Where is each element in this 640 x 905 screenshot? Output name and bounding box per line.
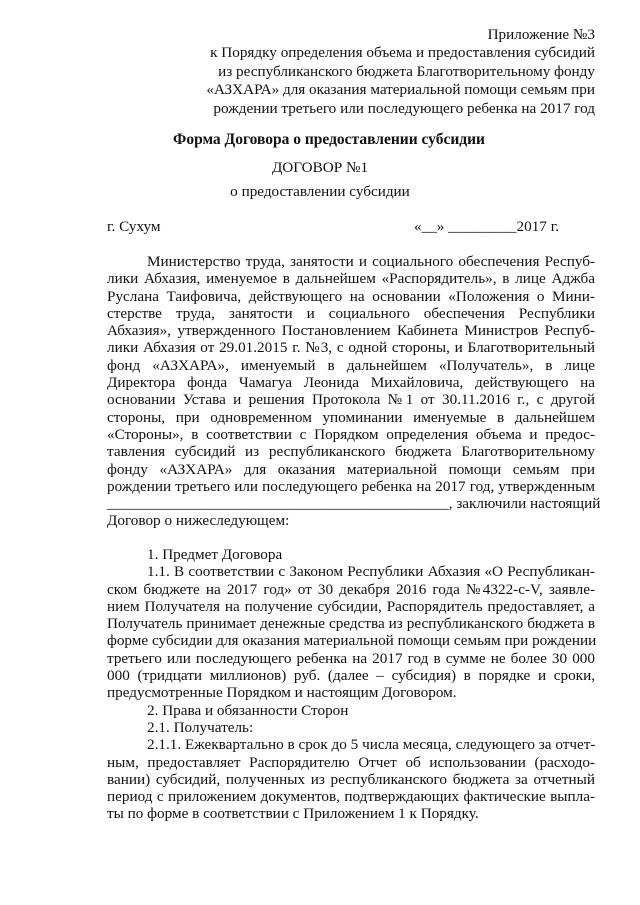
paragraph-line: третьего или последующего ребенка на 2017 год в сумме не более 30 000 xyxy=(107,649,595,667)
paragraph-line: Получатель принимает денежные средства из республиканского бюджета в xyxy=(107,615,595,633)
paragraph-line: вании) субсидий, полученных из республиканского бюджета за отчетный xyxy=(107,770,595,788)
paragraph-line: форме субсидии для оказания материальной помощи семьям при рождении xyxy=(107,632,597,650)
paragraph-line: тавления субсидий из республиканского бюджета Благотворительному xyxy=(107,443,595,461)
paragraph-line: предусмотренные Порядком и настоящим Договором. xyxy=(107,684,457,702)
section-heading: 2. Права и обязанности Сторон xyxy=(147,701,349,719)
paragraph-line: рождении третьего или последующего ребенка на 2017 год, утвержденным xyxy=(107,477,595,495)
paragraph-line: период с приложением документов, подтверждающих фактические выпла- xyxy=(107,788,595,806)
paragraph-line: Директора фонда Чамагуа Леонида Михайловича, действующего на xyxy=(107,374,595,392)
paragraph-line: 1.1. В соответствии с Законом Республики Абхазия «О Республикан- xyxy=(147,563,595,581)
appendix-line: из республиканского бюджета Благотворительному фонду xyxy=(218,62,595,80)
contract-number: ДОГОВОР №1 xyxy=(271,159,369,176)
appendix-header xyxy=(206,26,595,118)
contract-date: «__» _________2017 г. xyxy=(414,218,559,235)
appendix-line: к Порядку определения объема и предоставления субсидий xyxy=(210,44,595,62)
appendix-line: рождении третьего или последующего ребенка на 2017 год xyxy=(213,99,595,117)
paragraph-line: 000 (тридцати миллионов) руб. (далее – субсидия) в порядке и сроки, xyxy=(107,667,595,685)
paragraph-line: основании Устава и решения Протокола №1 от 30.11.2016 г., с другой xyxy=(107,391,595,409)
contract-subtitle: о предоставлении субсидии xyxy=(230,183,410,200)
paragraph-line: Абхазия», утвержденного Постановлением Кабинета Министров Респуб- xyxy=(107,322,595,340)
section-heading: 1. Предмет Договора xyxy=(147,546,283,563)
paragraph-line: Договор о нижеследующем: xyxy=(107,512,290,530)
paragraph-line: стороны, при одновременном упоминании именуемые в дальнейшем xyxy=(107,408,595,426)
appendix-number: Приложение №3 xyxy=(487,26,595,43)
city: г. Сухум xyxy=(107,218,161,235)
section-heading: 2.1. Получатель: xyxy=(147,718,254,736)
paragraph-line: стерстве труда, занятости и социального обеспечения Республики xyxy=(107,304,595,322)
paragraph-line: _____________________________________________, заключили настоящий xyxy=(107,495,601,513)
paragraph-line: фонду «АЗХАРА» для оказания материальной помощи семьям при xyxy=(107,460,595,478)
paragraph-line: ным, предоставляет Распорядителю Отчет об использовании (расходо- xyxy=(107,753,595,771)
paragraph-line: лики Абхазия от 29.01.2015 г. №3, с одной стороны, и Благотворительный xyxy=(107,339,595,357)
appendix-line: «АЗХАРА» для оказания материальной помощи семьям при xyxy=(206,81,595,99)
paragraph-line: Руслана Таифовича, действующего на основании «Положения о Мини- xyxy=(107,287,595,305)
contract-sections xyxy=(107,546,595,823)
intro-paragraph xyxy=(107,253,601,530)
paragraph-line: фонд «АЗХАРА», именуемый в дальнейшем «Получатель», в лице xyxy=(107,356,595,374)
paragraph-line: 2.1.1. Ежеквартально в срок до 5 числа месяца, следующего за отчет- xyxy=(147,736,596,754)
form-title: Форма Договора о предоставлении субсидии xyxy=(173,131,485,148)
paragraph-line: Министерство труда, занятости и социального обеспечения Респуб- xyxy=(147,253,595,270)
paragraph-line: «Стороны», в соответствии с Порядком определения объема и предос- xyxy=(107,425,595,443)
paragraph-line: ском бюджете на 2017 год» от 30 декабря 2016 года №4322-с-V, заявле- xyxy=(107,580,595,598)
paragraph-line: нием Получателя на получение субсидии, Распорядитель предоставляет, а xyxy=(107,597,595,615)
paragraph-line: лики Абхазия, именуемое в дальнейшем «Распорядитель», в лице Аджба xyxy=(107,270,595,288)
paragraph-line: ты по форме в соответствии с Приложением 1 к Порядку. xyxy=(107,805,479,823)
